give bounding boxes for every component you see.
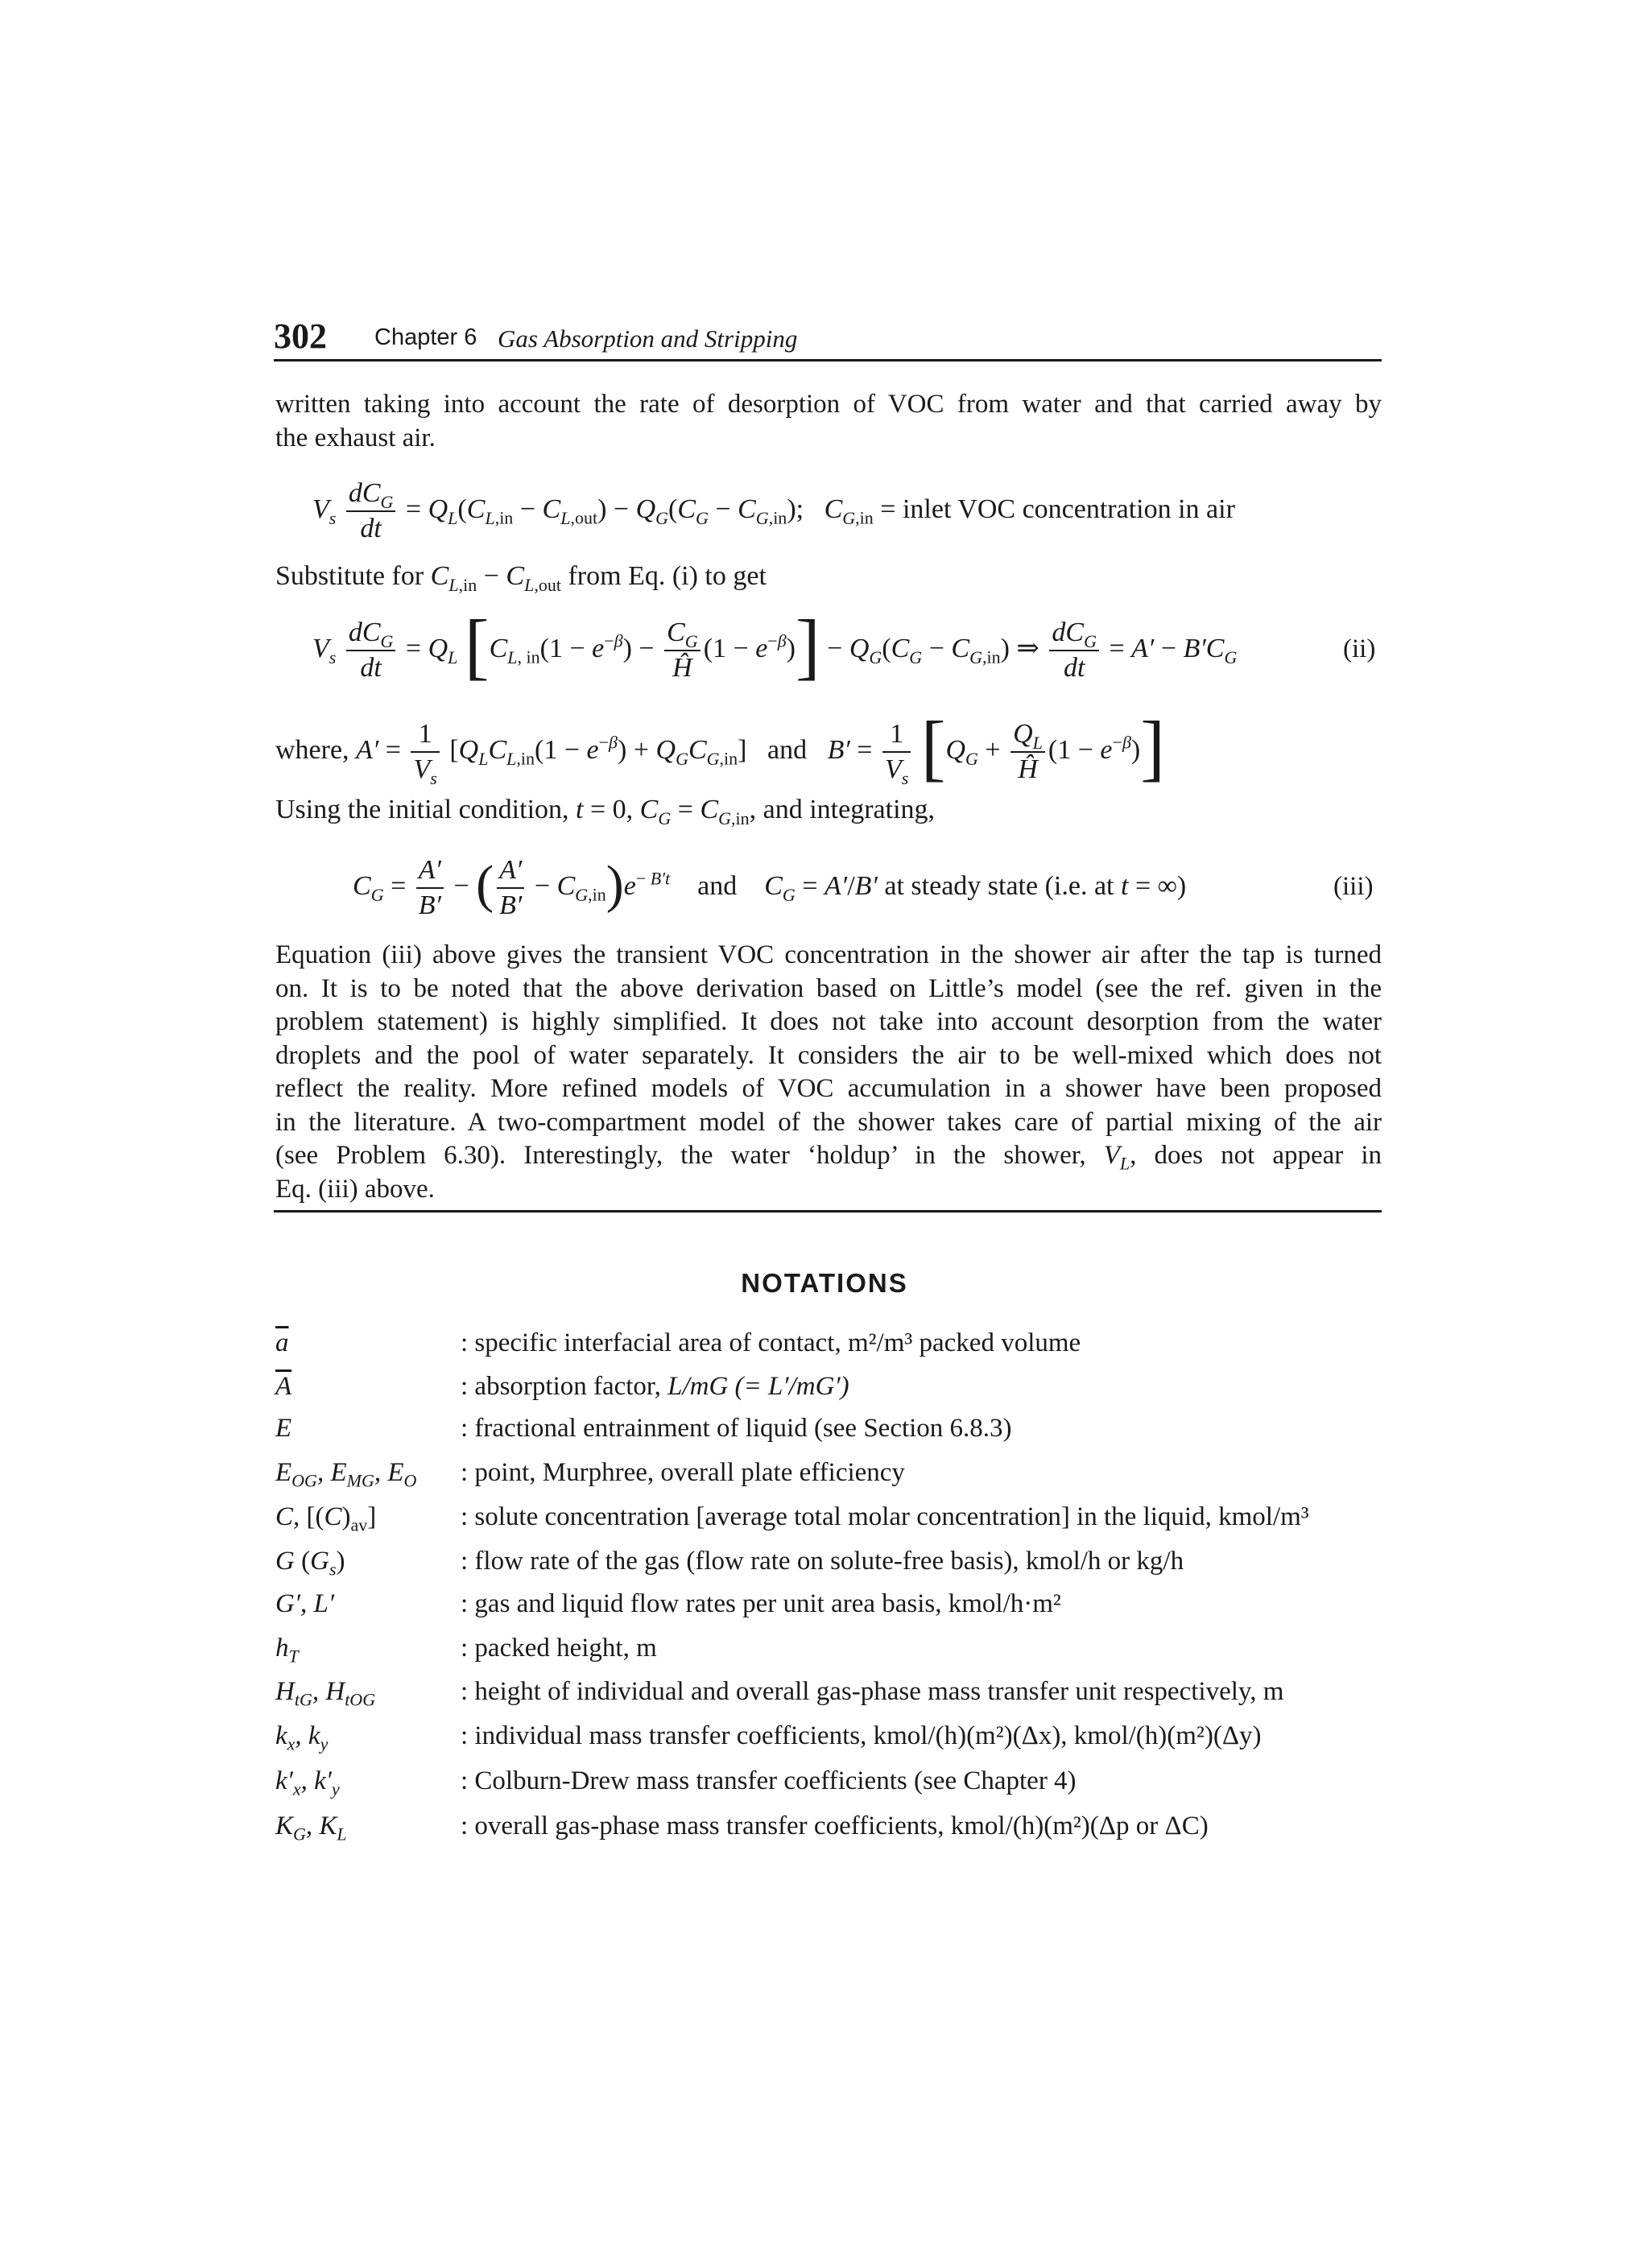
notation-symbol: E [275,1414,292,1443]
notation-definition: : overall gas-phase mass transfer coefficients, kmol/(h)(m²)(Δp or ΔC) [461,1812,1209,1840]
notation-symbol: $\overline{a}$ [275,1328,289,1357]
notation-symbol: $E_{OG}$, $E_{MG}$, $E_O$ [275,1458,417,1491]
and-label-2: and [697,870,738,901]
notation-definition: : height of individual and overall gas-phase mass transfer unit respectively, m [461,1677,1284,1706]
para-line: reflect the reality. More refined models of VOC accumulation in a shower have been proposed [275,1074,1382,1103]
notation-symbol: C, $[(C)_{av}]$ [275,1502,377,1535]
notation-symbol: G′, L′ [275,1589,335,1618]
notation-symbol: $h_T$ [275,1634,299,1667]
substitute-text: Substitute for [275,561,424,591]
body-paragraph [275,939,1382,1206]
integrating-text: and integrating, [763,795,936,824]
where-line: where, A′ = $\frac{1}{V_s}$ $[Q_LC_{L,in}(1 - e^{-\beta}) + Q_GC_{G,in}]$ and B′ = $\frac{1}{V_s}$ [$Q_G$ + $\frac{Q_L}{Ĥ}$ $(1 - e^{-\beta})$] [275,706,1165,788]
para-line: in the literature. A two-compartment model of the shower takes care of partial mixing of the air [275,1107,1382,1137]
section-rule [274,1210,1382,1212]
eq-label-iii: (iii) [1333,872,1374,901]
notation-definition: : point, Murphree, overall plate efficiency [461,1458,905,1487]
notation-definition: : packed height, m [461,1634,657,1663]
notation-definition: : Colburn-Drew mass transfer coefficients (see Chapter 4) [461,1766,1077,1795]
notation-symbol: $k'_x$, $k'_y$ [275,1766,340,1799]
substitute-text-2: from Eq. (i) to get [568,561,767,591]
intro-line-2: the exhaust air. [275,423,436,452]
equation-ii: $V_s$ $\frac{dC_G}{dt}$ = $Q_L$ [$C_{L, in}(1 - e^{-\beta})$ − $\frac{C_G}{Ĥ}$ $(1 - e^{-\beta})] - Q_G(C_G - C_{G,in})$ ⇒ $\frac{dC_G}{dt}$ = $A' - B'C_G$ [312,605,1238,687]
notation-definition: : flow rate of the gas (flow rate on solute-free basis), kmol/h or kg/h [461,1547,1184,1576]
notation-definition: : fractional entrainment of liquid (see Section 6.8.3) [461,1414,1012,1443]
notation-symbol: $\overline{A}$ [275,1372,292,1401]
para-line: on. It is to be noted that the above derivation based on Little’s model (see the ref. given in the [275,973,1382,1003]
para-line: droplets and the pool of water separately. It considers the air to be well-mixed which does not [275,1040,1382,1070]
chapter-title: Gas Absorption and Stripping [498,324,798,353]
notation-definition: : absorption factor, L/mG (= L′/mG′) [461,1372,849,1401]
header-rule [274,359,1382,361]
notation-symbol: $H_{tG}$, $H_{tOG}$ [275,1677,376,1710]
initial-condition-text: Using the initial condition, [275,795,569,824]
para-line: Equation (iii) above gives the transient VOC concentration in the shower air after the tap is turned [275,940,1382,969]
para-line-7: (see Problem 6.30). Interestingly, the water ‘holdup’ in the shower, $V_L$, does not appear in [275,1141,1382,1174]
page-number: 302 [274,316,327,356]
substitute-line: Substitute for $C_{L,in} - C_{L,out}$ from Eq. (i) to get [275,561,767,595]
notation-definition: : individual mass transfer coefficients, kmol/(h)(m²)(Δx), kmol/(h)(m²)(Δy) [461,1721,1262,1750]
eq1-note: inlet VOC concentration in air [902,494,1235,524]
eq-label-ii: (ii) [1343,634,1376,663]
where-label: where, [275,734,349,765]
and-label: and [767,734,808,765]
notation-symbol: $k_x$, $k_y$ [275,1721,329,1754]
steady-state-text: at steady state (i.e. at [884,870,1114,901]
chapter-label: Chapter 6 [374,324,477,350]
equation-iii: $C_G$ = $\frac{A'}{B'}$ − ( $\frac{A'}{B'}$ − $C_{G,in})e^{- B't}$ and $C_G = A'/B'$ at steady state (i.e. at t = ∞) [353,855,1187,920]
notation-definition: : solute concentration [average total molar concentration] in the liquid, kmol/m³ [461,1502,1309,1531]
para-line-8: Eq. (iii) above. [275,1174,435,1204]
notation-symbol: G $(G_s)$ [275,1547,345,1580]
notation-definition: : gas and liquid flow rates per unit area basis, kmol/h·m² [461,1589,1061,1618]
equation-mass-balance: $V_s$ $\frac{dC_G}{dt}$ = $Q_L(C_{L,in} - C_{L,out}) - Q_G(C_G - C_{G,in})$; $C_{G,in}$ = inlet VOC concentration in air [312,478,1235,543]
intro-line-1: written taking into account the rate of desorption of VOC from water and that carried away by [275,390,1382,419]
notation-symbol: $K_G$, $K_L$ [275,1812,347,1845]
para-line: problem statement) is highly simplified. It does not take into account desorption from the water [275,1007,1382,1036]
initial-condition-line: Using the initial condition, t = 0, $C_G = C_{G,in}$, and integrating, [275,795,936,828]
notation-definition: : specific interfacial area of contact, m²/m³ packed volume [461,1328,1081,1357]
intro-paragraph [275,388,1382,455]
notations-heading: NOTATIONS [741,1268,908,1298]
